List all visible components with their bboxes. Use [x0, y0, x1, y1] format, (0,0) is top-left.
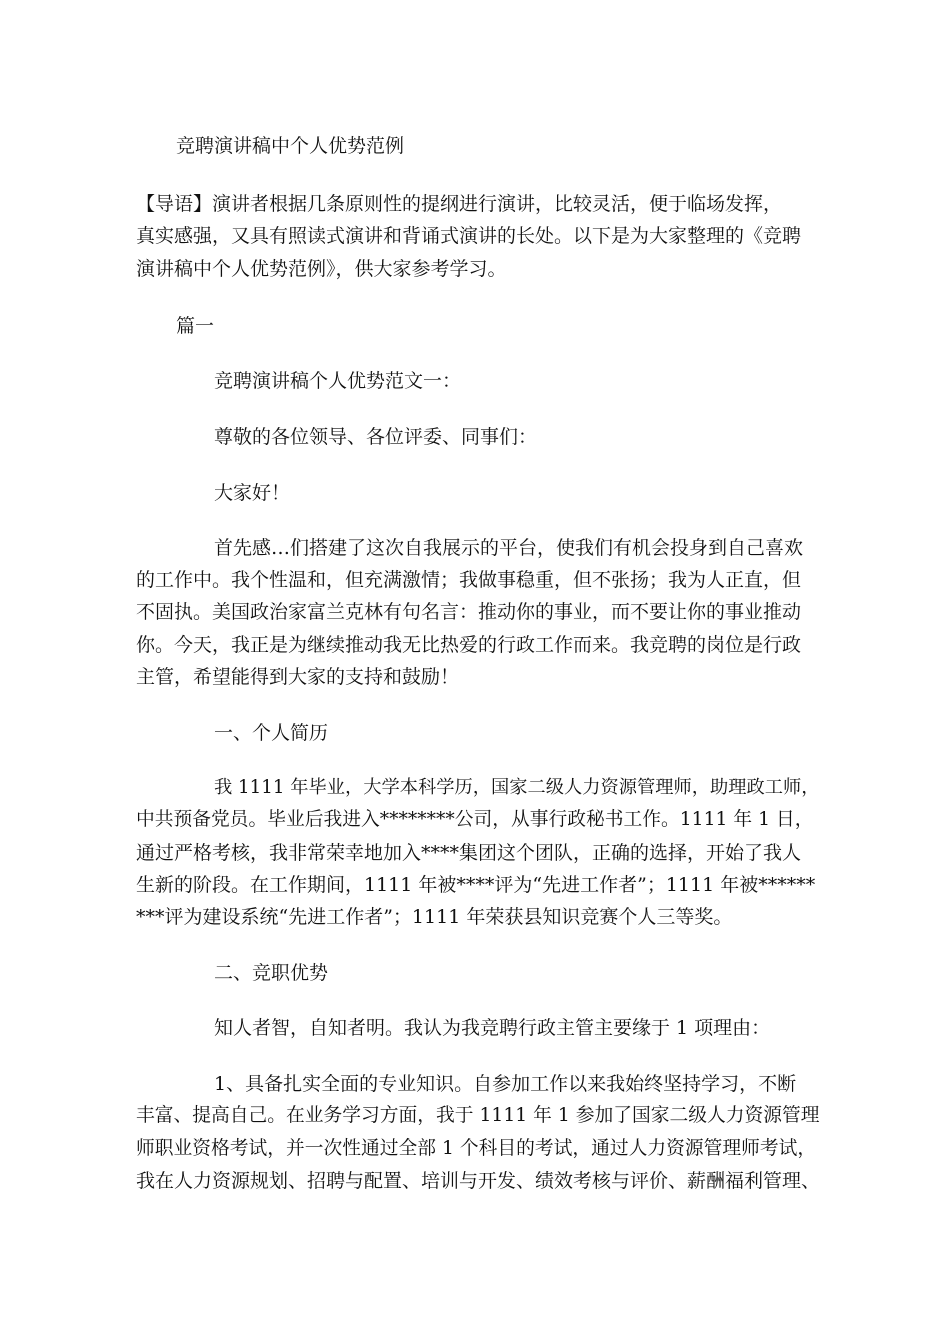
para-point1-line-1: 1、具备扎实全面的专业知识。自参加工作以来我始终坚持学习，不断 [214, 1073, 797, 1095]
intro-line-1: 【导语】演讲者根据几条原则性的提纲进行演讲，比较灵活，便于临场发挥， [136, 193, 783, 215]
para-resume-line-2: 中共预备党员。毕业后我进入********公司，从事行政秘书工作。1111 年 1 日， [136, 809, 814, 830]
intro-line-2: 真实感强，又具有照读式演讲和背诵式演讲的长处。以下是为大家整理的《竞聘 [136, 225, 802, 247]
para-resume-line-5: ***评为建设系统“先进工作者”；1111 年荣获县知识竞赛个人三等奖。 [136, 906, 733, 928]
para-resume-line-4: 生新的阶段。在工作期间，1111 年被****评为“先进工作者”；1111 年被****** [136, 874, 816, 896]
para-opening-line-3: 不固执。美国政治家富兰克林有句名言：推动你的事业，而不要让你的事业推动 [136, 601, 802, 623]
para-opening-line-2: 的工作中。我个性温和，但充满激情；我做事稳重，但不张扬；我为人正直，但 [136, 569, 802, 591]
section-label: 篇一 [176, 315, 215, 337]
subtitle: 竞聘演讲稿个人优势范文一： [214, 370, 462, 392]
para-opening-line-1: 首先感…们搭建了这次自我展示的平台，使我们有机会投身到自己喜欢 [214, 537, 804, 559]
greeting: 大家好！ [214, 482, 291, 504]
para-opening-line-5: 主管，希望能得到大家的支持和鼓励！ [136, 666, 460, 688]
para-point1-line-4: 我在人力资源规划、招聘与配置、培训与开发、绩效考核与评价、薪酬福利管理、 [136, 1170, 821, 1192]
para-point1-line-2: 丰富、提高自己。在业务学习方面，我于 1111 年 1 参加了国家二级人力资源管理 [136, 1105, 820, 1126]
para-resume-line-1: 我 1111 年毕业，大学本科学历，国家二级人力资源管理师，助理政工师， [214, 777, 820, 798]
heading-resume: 一、个人简历 [214, 722, 329, 744]
heading-advantage: 二、竞职优势 [214, 962, 329, 984]
salutation: 尊敬的各位领导、各位评委、同事们： [214, 426, 538, 448]
intro-line-3: 演讲稿中个人优势范例》，供大家参考学习。 [136, 258, 507, 280]
para-advantage-intro: 知人者智，自知者明。我认为我竞聘行政主管主要缘于 1 项理由： [214, 1017, 771, 1039]
para-point1-line-3: 师职业资格考试，并一次性通过全部 1 个科目的考试，通过人力资源管理师考试， [136, 1138, 817, 1159]
para-resume-line-3: 通过严格考核，我非常荣幸地加入****集团这个团队，正确的选择，开始了我人 [136, 842, 802, 864]
para-opening-line-4: 你。今天，我正是为继续推动我无比热爱的行政工作而来。我竞聘的岗位是行政 [136, 634, 802, 656]
document-title: 竞聘演讲稿中个人优势范例 [176, 135, 405, 157]
